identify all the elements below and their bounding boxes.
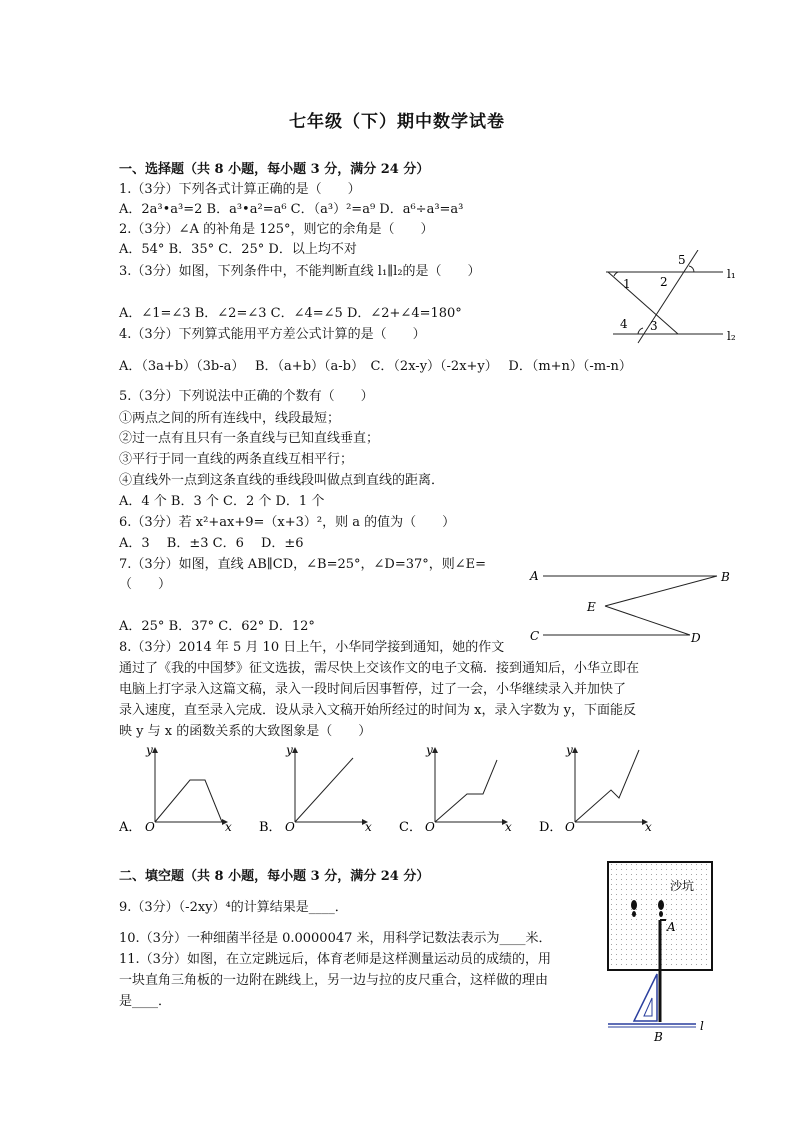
q1-stem: 1.（3分）下列各式计算正确的是（ ） bbox=[119, 182, 361, 197]
triangle-ruler bbox=[634, 974, 657, 1021]
q7-label-c: C bbox=[530, 629, 540, 643]
q9-stem: 9.（3分）（-2xy）⁴的计算结果是____． bbox=[119, 900, 348, 915]
footprint-icon bbox=[658, 900, 664, 910]
q7-label-e: E bbox=[587, 600, 596, 614]
q5-statement-4: ④直线外一点到这条直线的垂线段叫做点到直线的距离． bbox=[119, 473, 445, 488]
q3-label-l1: l₁ bbox=[727, 267, 736, 281]
q5-statement-2: ②过一点有且只有一条直线与已知直线垂直； bbox=[119, 431, 380, 446]
q5-statement-3: ③平行于同一直线的两条直线互相平行； bbox=[119, 452, 354, 467]
q7-options: A．25° B．37° C．62° D．12° bbox=[119, 619, 315, 634]
q3-figure bbox=[598, 250, 743, 345]
q11-label-l: l bbox=[700, 1019, 704, 1033]
q1-options: A．2a³•a³=2 B．a³•a²=a⁶ C．（a³）²=a⁹ D．a⁶÷a³=a³ bbox=[119, 202, 464, 217]
q11-line-2: 一块直角三角板的一边附在跳线上，另一边与拉的皮尺重合，这样做的理由 bbox=[119, 973, 549, 988]
q7-label-b: B bbox=[721, 570, 730, 584]
graph-b bbox=[259, 743, 372, 835]
q7-label-d: D bbox=[691, 631, 701, 645]
footprint-icon bbox=[631, 900, 637, 910]
q10-stem: 10.（3分）一种细菌半径是 0.0000047 米，用科学记数法表示为____米． bbox=[119, 931, 552, 946]
q7-stem-cont: （ ） bbox=[119, 577, 172, 592]
q8-line-5: 映 y 与 x 的函数关系的大致图象是（ ） bbox=[119, 724, 372, 739]
q5-stem: 5.（3分）下列说法中正确的个数有（ ） bbox=[119, 389, 374, 404]
graph-d bbox=[539, 743, 652, 835]
graph-a-x: x bbox=[225, 820, 232, 834]
q3-options: A．∠1=∠3 B．∠2=∠3 C．∠4=∠5 D．∠2+∠4=180° bbox=[119, 306, 462, 321]
q6-options: A．3 B．±3 C．6 D．±6 bbox=[119, 536, 304, 551]
q11-label-b: B bbox=[654, 1030, 663, 1044]
graph-b-letter: B． bbox=[259, 820, 282, 835]
graph-b-o: O bbox=[285, 820, 295, 834]
q3-label-4: 4 bbox=[620, 317, 628, 331]
q3-stem: 3.（3分）如图，下列条件中，不能判断直线 l₁∥l₂的是（ ） bbox=[119, 264, 481, 279]
q5-options: A．4 个 B．3 个 C．2 个 D．1 个 bbox=[119, 494, 325, 509]
graph-d-o: O bbox=[565, 820, 575, 834]
q8-line-2: 通过了《我的中国梦》征文选拔，需尽快上交该作文的电子文稿．接到通知后，小华立即在 bbox=[119, 661, 640, 676]
q2-options: A．54° B．35° C．25° D．以上均不对 bbox=[119, 242, 357, 257]
q5-statement-1: ①两点之间的所有连线中，线段最短； bbox=[119, 411, 341, 426]
section-1-heading: 一、选择题（共 8 小题，每小题 3 分，满分 24 分） bbox=[119, 162, 430, 177]
graph-b-y: y bbox=[286, 743, 293, 757]
q7-figure bbox=[525, 566, 740, 648]
q8-graphs bbox=[119, 742, 679, 837]
q11-figure bbox=[600, 858, 718, 1048]
q8-line-1: 8.（3分）2014 年 5 月 10 日上午，小华同学接到通知，她的作文 bbox=[119, 640, 505, 655]
page-title: 七年级（下）期中数学试卷 bbox=[289, 112, 505, 132]
q2-stem: 2.（3分）∠A 的补角是 125°，则它的余角是（ ） bbox=[119, 222, 434, 237]
q4-stem: 4.（3分）下列算式能用平方差公式计算的是（ ） bbox=[119, 327, 426, 342]
graph-a-y: y bbox=[146, 743, 153, 757]
graph-a-letter: A． bbox=[119, 820, 142, 835]
q3-label-l2: l₂ bbox=[727, 329, 736, 343]
graph-c-y: y bbox=[426, 743, 433, 757]
q11-line-3: 是____． bbox=[119, 994, 172, 1009]
q3-label-1: 1 bbox=[623, 277, 631, 291]
q4-options: A．（3a+b）（3b-a） B．（a+b）（a-b） C．（2x-y）（-2x+y） D．（m+n）（-m-n） bbox=[119, 359, 632, 374]
graph-d-x: x bbox=[645, 820, 652, 834]
graph-a bbox=[119, 743, 232, 835]
q8-line-3: 电脑上打字录入这篇文稿，录入一段时间后因事暂停，过了一会，小华继续录入并加快了 bbox=[119, 682, 627, 697]
graph-d-letter: D． bbox=[539, 820, 563, 835]
q3-label-5: 5 bbox=[678, 253, 686, 267]
sand-pit-label: 沙坑 bbox=[670, 879, 695, 893]
q6-stem: 6.（3分）若 x²+ax+9=（x+3）²，则 a 的值为（ ） bbox=[119, 515, 456, 530]
graph-c-letter: C． bbox=[399, 820, 422, 835]
graph-c-x: x bbox=[505, 820, 512, 834]
q7-label-a: A bbox=[530, 569, 539, 583]
graph-b-x: x bbox=[365, 820, 372, 834]
q3-label-3: 3 bbox=[650, 319, 658, 333]
graph-c-o: O bbox=[425, 820, 435, 834]
q8-line-4: 录入速度，直至录入完成．设从录入文稿开始所经过的时间为 x，录入字数为 y，下面能反 bbox=[119, 703, 636, 718]
graph-c bbox=[399, 743, 512, 835]
q11-line-1: 11.（3分）如图，在立定跳远后，体育老师是这样测量运动员的成绩的，用 bbox=[119, 952, 551, 967]
section-2-heading: 二、填空题（共 8 小题，每小题 3 分，满分 24 分） bbox=[119, 869, 430, 884]
graph-a-o: O bbox=[145, 820, 155, 834]
q7-stem: 7.（3分）如图，直线 AB∥CD，∠B=25°，∠D=37°，则∠E= bbox=[119, 557, 487, 572]
graph-d-y: y bbox=[566, 743, 573, 757]
q11-label-a: A bbox=[667, 920, 676, 934]
q3-label-2: 2 bbox=[660, 275, 668, 289]
